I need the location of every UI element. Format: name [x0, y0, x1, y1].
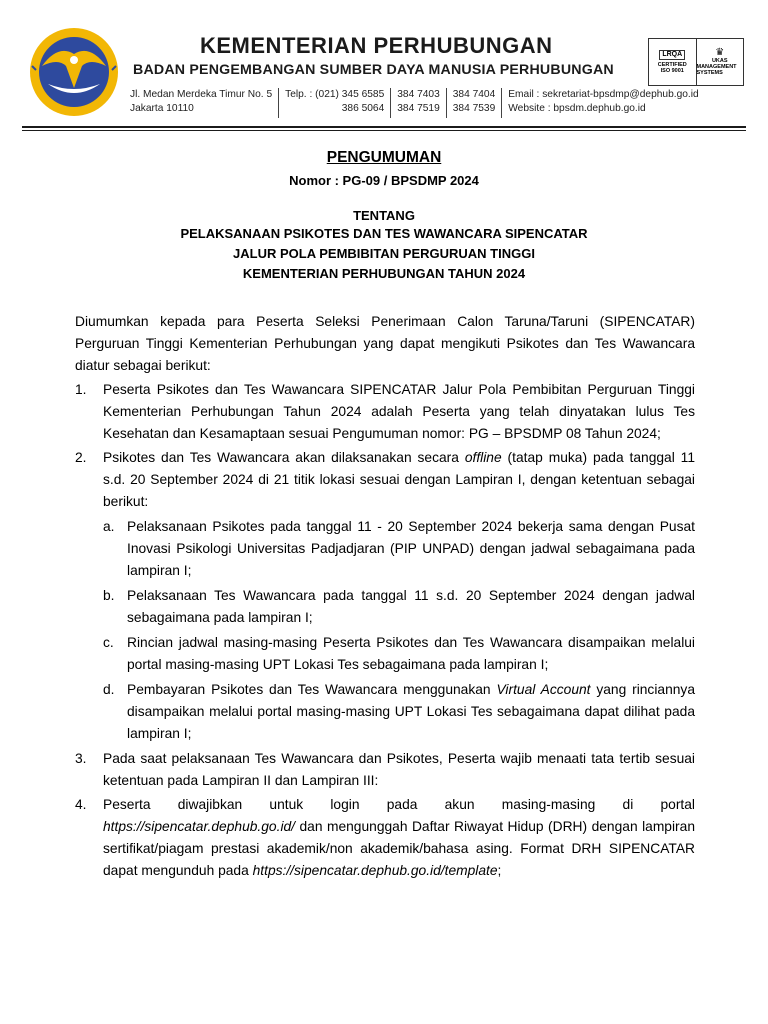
ukas-certification	[696, 39, 744, 85]
subject-label: TENTANG	[353, 208, 415, 223]
intro-paragraph: Diumumkan kepada para Peserta Seleksi Penerimaan Calon Taruna/Taruni (SIPENCATAR) Perguruan Tinggi Kementerian Perhubungan yang dapat mengikuti Psikotes dan Tes Wawancara diatur sebagai berikut:	[75, 314, 695, 373]
list-item	[75, 794, 695, 882]
sub-list	[103, 516, 695, 745]
item-text: Peserta Psikotes dan Tes Wawancara SIPENCATAR Jalur Pola Pembibitan Perguruan Tinggi Kementerian Perhubungan Tahun 2024 adalah Peserta yang telah dinyatakan lulus Tes Kesehatan dan Kesamaptaan sesuai Pengumuman nomor: PG – BPSDMP 08 Tahun 2024;	[103, 382, 695, 441]
sub-item-letter: b.	[103, 588, 115, 603]
header-divider	[22, 130, 746, 131]
list-item	[75, 447, 695, 745]
website-address: Website : bpsdm.dephub.go.id	[508, 103, 646, 114]
subject-line: KEMENTERIAN PERHUBUNGAN TAHUN 2024	[242, 266, 526, 281]
item-text: dan mengunggah Daftar Riwayat Hidup (DRH) dengan lampiran sertifikat/piagam prestasi akademik/non akademik/bahasa asing. Format DRH SIPENCATAR dapat mengunduh pada	[103, 819, 695, 878]
eagle-emblem-icon	[28, 26, 120, 118]
sub-list-item	[103, 632, 695, 676]
sub-list-item	[103, 585, 695, 629]
lrqa-certified-text: CERTIFIED	[657, 61, 687, 68]
list-item	[75, 748, 695, 792]
lrqa-iso-text: ISO 9001	[660, 68, 684, 75]
address-line: Jl. Medan Merdeka Timur No. 5	[130, 89, 273, 100]
phone-label: Telp. : (021) 345 6585	[285, 89, 385, 100]
item-number: 1.	[75, 382, 87, 397]
contact-info	[124, 88, 705, 118]
phone-main	[278, 88, 390, 118]
portal-link[interactable]: https://sipencatar.dephub.go.id/	[103, 819, 296, 834]
phone-col-3	[446, 88, 502, 118]
item-text: (tatap muka) pada tanggal 11 s.d. 20 September 2024 di 21 titik lokasi sesuai dengan Lampiran I, dengan ketentuan sebagai berikut:	[103, 450, 696, 509]
announcement-list	[75, 379, 695, 882]
email-address: Email : sekretariat-bpsdmp@dephub.go.id	[508, 89, 699, 100]
item-text: Psikotes dan Tes Wawancara akan dilaksanakan secara	[103, 450, 465, 465]
ukas-text: UKAS	[711, 57, 728, 64]
sub-item-text: Rincian jadwal masing-masing Peserta Psikotes dan Tes Wawancara disampaikan melalui portal masing-masing UPT Lokasi Tes sebagaimana pada lampiran I;	[127, 635, 695, 672]
item-number: 2.	[75, 450, 87, 465]
item-text-italic: offline	[464, 450, 502, 465]
item-number: 4.	[75, 797, 87, 812]
phone-number: 384 7404	[452, 89, 496, 100]
address	[124, 88, 278, 118]
phone-extra: 386 5064	[341, 103, 385, 114]
sub-item-letter: d.	[103, 682, 115, 697]
letterhead	[0, 0, 768, 130]
phone-number: 384 7403	[397, 89, 440, 100]
certification-badges	[648, 38, 744, 86]
phone-number: 384 7539	[452, 103, 496, 114]
item-number: 3.	[75, 751, 87, 766]
ministry-name: KEMENTERIAN PERHUBUNGAN	[200, 33, 553, 58]
announcement-title-block	[0, 148, 768, 284]
sub-list-item	[103, 679, 695, 745]
lrqa-badge: LRQA	[659, 50, 685, 60]
sub-item-text: yang rinciannya disampaikan melalui portal masing-masing UPT Lokasi Tes sebagaimana dapat dilihat pada lampiran I;	[127, 682, 695, 741]
crown-icon: ♛	[715, 46, 725, 58]
ukas-subtext: MANAGEMENT SYSTEMS	[696, 63, 737, 77]
sub-item-text: Pelaksanaan Tes Wawancara pada tanggal 11 s.d. 20 September 2024 dengan jadwal sebagaimana pada lampiran I;	[127, 588, 695, 625]
announcement-body	[75, 311, 695, 884]
header-divider	[22, 126, 746, 128]
template-link[interactable]: https://sipencatar.dephub.go.id/template	[252, 863, 498, 878]
item-text: Peserta diwajibkan untuk login pada akun masing-masing di portal	[103, 797, 695, 812]
email-website	[501, 88, 704, 118]
agency-name: BADAN PENGEMBANGAN SUMBER DAYA MANUSIA PERHUBUNGAN	[133, 62, 614, 78]
item-text: Pada saat pelaksanaan Tes Wawancara dan Psikotes, Peserta wajib menaati tata tertib sesuai ketentuan pada Lampiran II dan Lampiran III:	[103, 751, 695, 788]
lrqa-certification	[649, 39, 696, 85]
sub-item-text: Pelaksanaan Psikotes pada tanggal 11 - 20 September 2024 bekerja sama dengan Pusat Inovasi Psikologi Universitas Padjadjaran (PIP UNPAD) dengan jadwal sebagaimana pada lampiran I;	[127, 519, 695, 578]
sub-list-item	[103, 516, 695, 582]
sub-item-text-italic: Virtual Account	[496, 682, 591, 697]
document-number: Nomor : PG-09 / BPSDMP 2024	[289, 173, 479, 188]
item-text: ;	[497, 863, 502, 878]
address-line: Jakarta 10110	[130, 103, 194, 114]
sub-item-letter: a.	[103, 519, 115, 534]
subject-line: PELAKSANAAN PSIKOTES DAN TES WAWANCARA SIPENCATAR	[180, 226, 588, 241]
phone-number: 384 7519	[397, 103, 440, 114]
sub-item-text: Pembayaran Psikotes dan Tes Wawancara menggunakan	[127, 682, 497, 697]
subject-line: JALUR POLA PEMBIBITAN PERGURUAN TINGGI	[233, 246, 535, 261]
document-title: PENGUMUMAN	[326, 149, 442, 166]
list-item	[75, 379, 695, 445]
sub-item-letter: c.	[103, 635, 114, 650]
phone-col-2	[390, 88, 446, 118]
